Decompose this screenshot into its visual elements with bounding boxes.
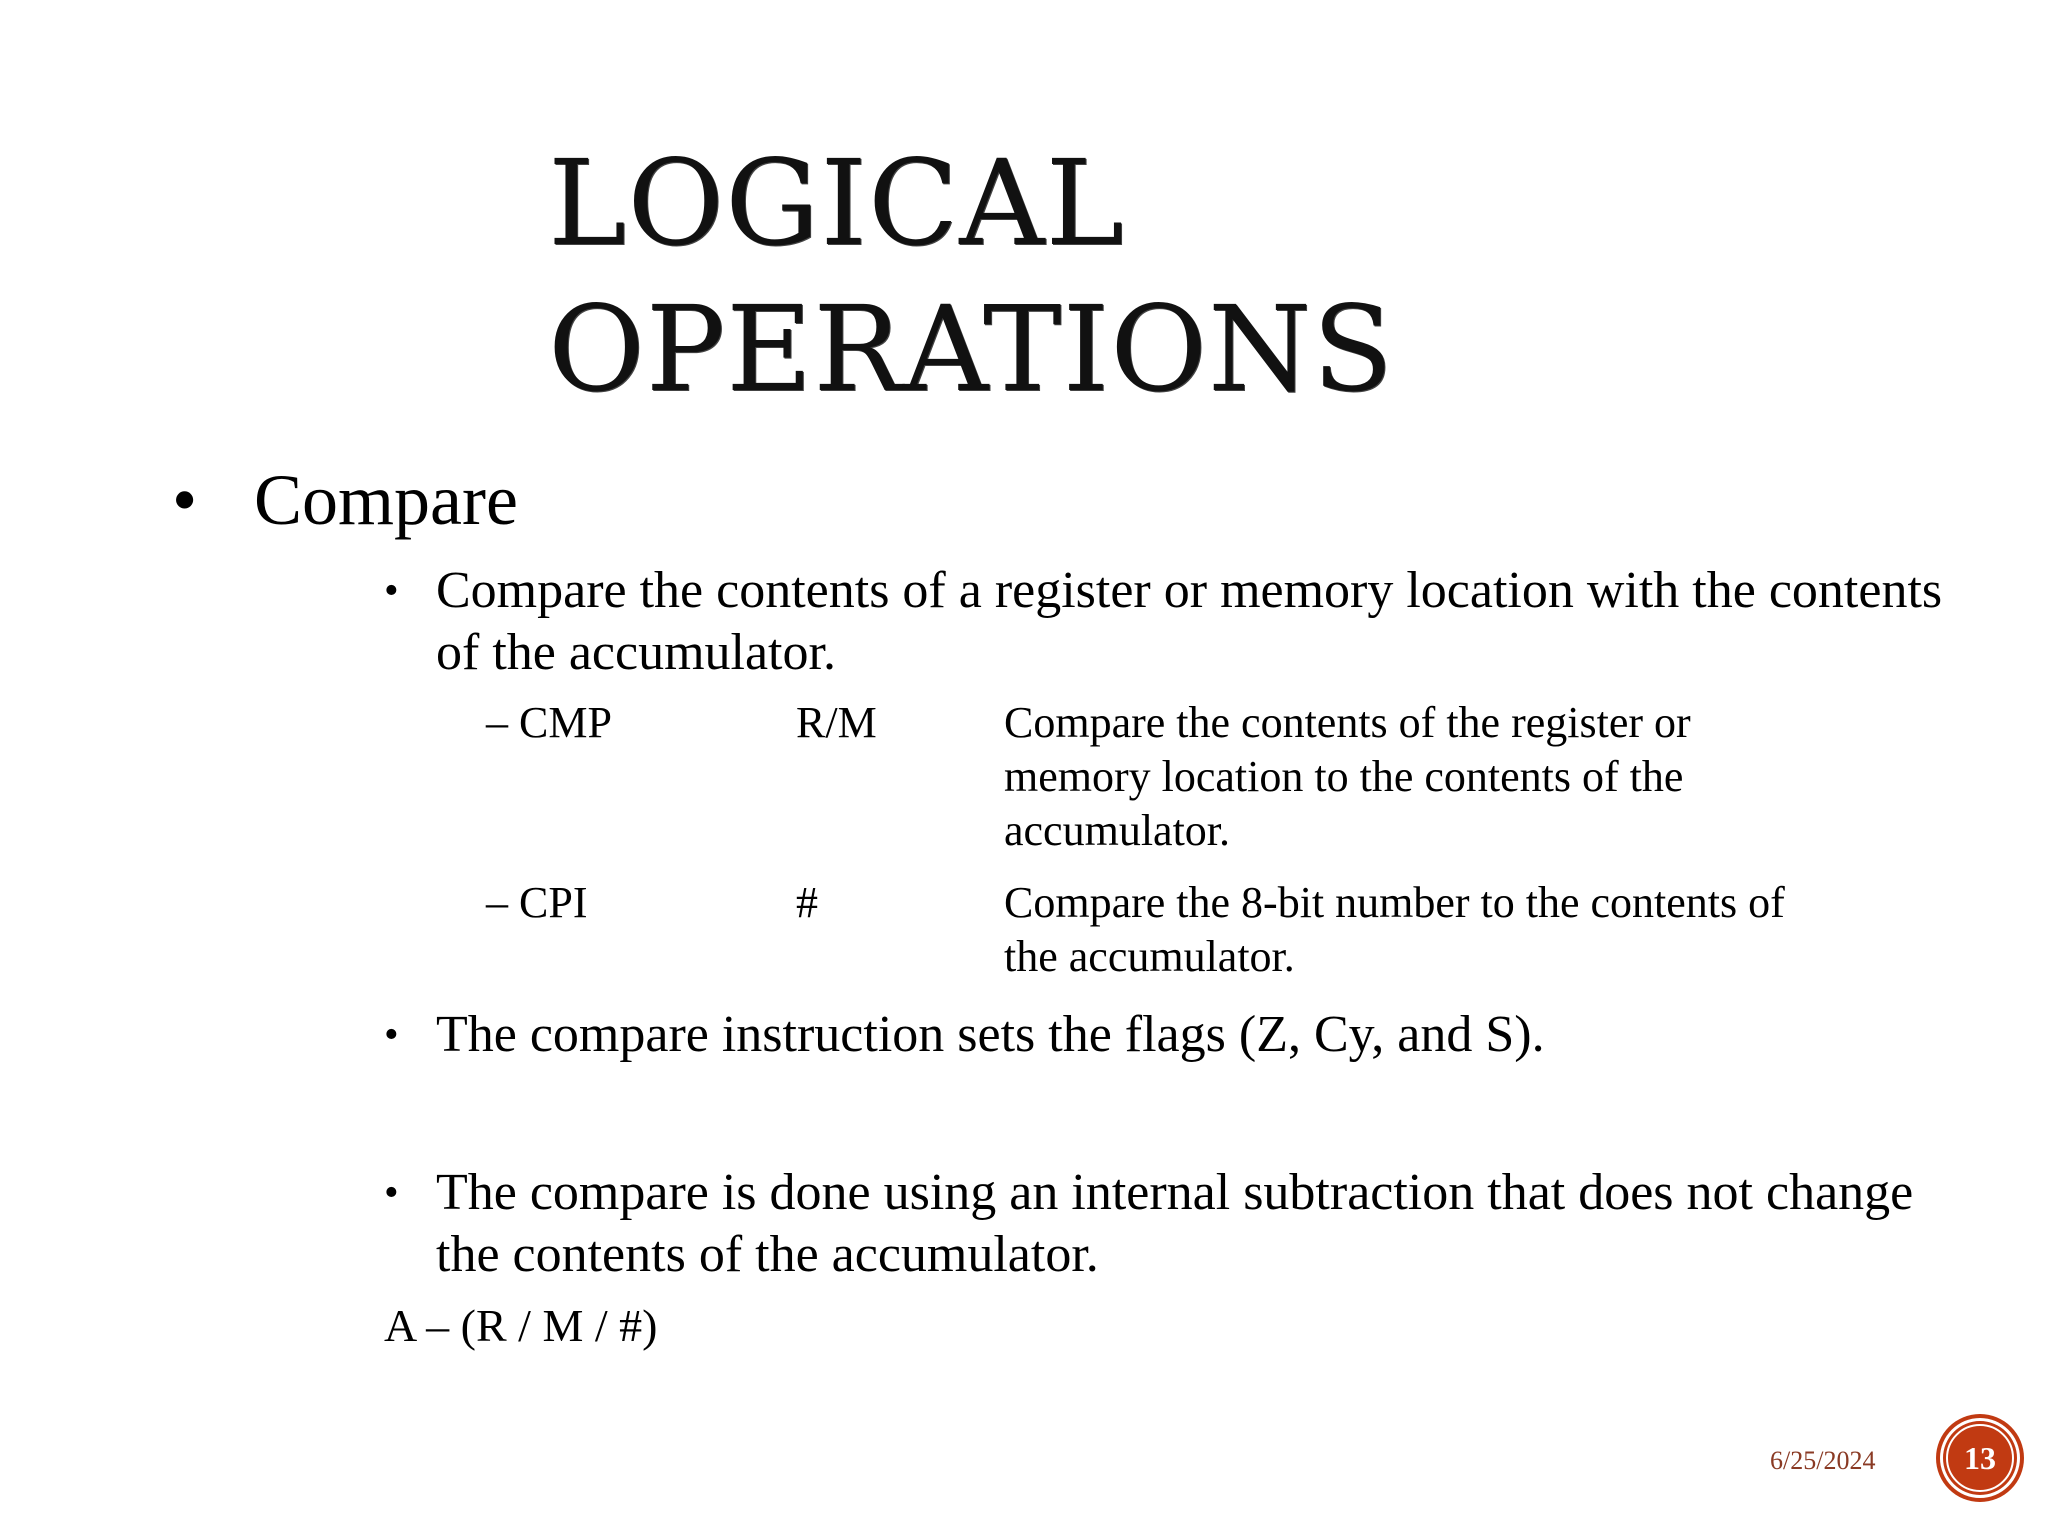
instruction-description: Compare the contents of the register or memory location to the contents of the accumulator. bbox=[1004, 698, 1691, 855]
slide-title bbox=[548, 130, 1394, 422]
sub-bullet-text: The compare is done using an internal subtraction that does not change the contents of the accumulator. bbox=[436, 1164, 1914, 1283]
bullet-dot: • bbox=[384, 568, 399, 614]
bullet-dot: • bbox=[172, 460, 198, 540]
title-line-1: LOGICAL bbox=[548, 134, 1125, 272]
sub-bullet-text: Compare the contents of a register or memory location with the contents of the accumulator. bbox=[436, 562, 1943, 681]
page-number-badge bbox=[1940, 1418, 2020, 1498]
sub-bullet-internal-subtraction bbox=[384, 1162, 1944, 1286]
sub-bullet-flags bbox=[384, 1004, 1944, 1066]
title-line-2: OPERATIONS bbox=[548, 280, 1395, 418]
instruction-mnemonic: – CPI bbox=[486, 878, 588, 927]
bullet-dot: • bbox=[384, 1170, 399, 1216]
instruction-operand: # bbox=[796, 878, 818, 927]
main-bullet bbox=[172, 458, 518, 542]
main-bullet-text: Compare bbox=[254, 460, 518, 540]
footer-date: 6/25/2024 bbox=[1770, 1446, 1876, 1475]
sub-bullet-compare-contents bbox=[384, 560, 1944, 684]
instruction-description: Compare the 8-bit number to the contents of the accumulator. bbox=[1004, 878, 1785, 981]
bullet-dot: • bbox=[384, 1012, 399, 1058]
sub-bullet-text: The compare instruction sets the flags (Z, Cy, and S). bbox=[436, 1006, 1545, 1063]
formula: A – (R / M / #) bbox=[384, 1300, 658, 1351]
page-number: 13 bbox=[1964, 1439, 1996, 1476]
instruction-mnemonic: – CMP bbox=[486, 698, 612, 747]
instruction-operand: R/M bbox=[796, 698, 877, 747]
